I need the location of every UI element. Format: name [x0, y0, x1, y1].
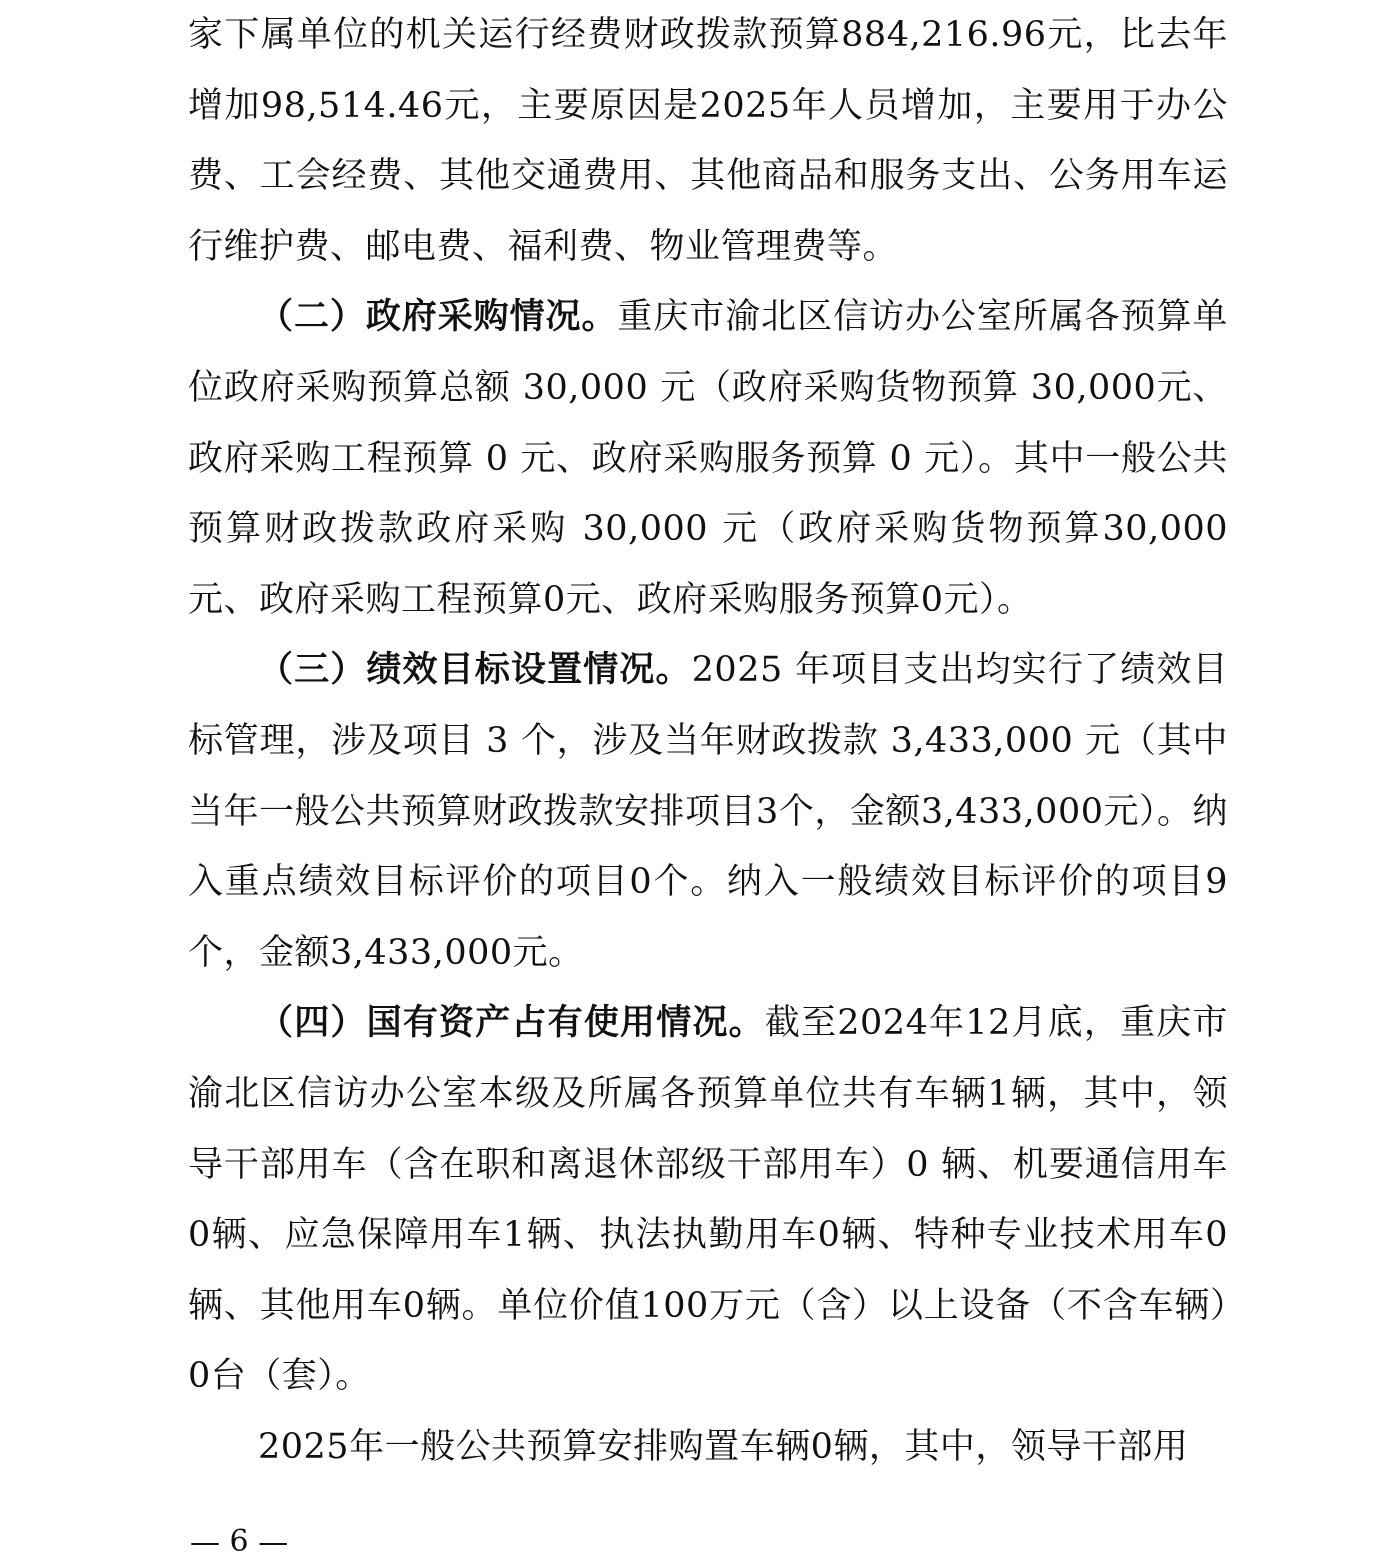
- page-number: 6: [229, 1524, 249, 1559]
- paragraph-text: 2025年一般公共预算安排购置车辆0辆，其中，领导干部用: [258, 1426, 1189, 1467]
- paragraph-text: 家下属单位的机关运行经费财政拨款预算884,216.96元，比去年增加98,514.46元，主要原因是2025年人员增加，主要用于办公费、工会经费、其他交通费用、其他商品和服务支出、公务用车运行维护费、邮电费、福利费、物业管理费等。: [188, 15, 1228, 267]
- paragraph-government-procurement: [188, 282, 1228, 635]
- paragraph-text: 截至2024年12月底，重庆市渝北区信访办公室本级及所属各预算单位共有车辆1辆，其中，领导干部用车（含在职和离退休部级干部用车）0 辆、机要通信用车0辆、应急保障用车1辆、执法执勤用车0辆、特种专业技术用车0辆、其他用车0辆。单位价值100万元（含）以上设备（不含车辆）0台（套）。: [188, 1003, 1228, 1397]
- paragraph-vehicle-purchase: [188, 1412, 1228, 1483]
- section-heading-assets: （四）国有资产占有使用情况。: [258, 1003, 765, 1044]
- document-page: [188, 0, 1228, 1482]
- page-number-dash-left: —: [190, 1525, 220, 1560]
- paragraph-performance-targets: [188, 635, 1228, 988]
- paragraph-text: 重庆市渝北区信访办公室所属各预算单位政府采购预算总额 30,000 元（政府采购货物预算 30,000元、政府采购工程预算 0 元、政府采购服务预算 0 元）。其中一般公共预算财政拨款政府采购 30,000 元（政府采购货物预算30,000元、政府采购工程预算0元、政府采购服务预算0元）。: [188, 297, 1228, 620]
- paragraph-operating-expenses: [188, 0, 1228, 282]
- section-heading-performance: （三）绩效目标设置情况。: [258, 650, 692, 691]
- section-heading-procurement: （二）政府采购情况。: [258, 297, 618, 338]
- paragraph-text: 2025 年项目支出均实行了绩效目标管理，涉及项目 3 个，涉及当年财政拨款 3,433,000 元（其中当年一般公共预算财政拨款安排项目3个，金额3,433,000元）。纳入重点绩效目标评价的项目0个。纳入一般绩效目标评价的项目9个，金额3,433,000元。: [188, 650, 1228, 973]
- paragraph-state-assets: [188, 988, 1228, 1412]
- page-footer: [190, 1522, 288, 1563]
- page-number-dash-right: —: [258, 1525, 289, 1560]
